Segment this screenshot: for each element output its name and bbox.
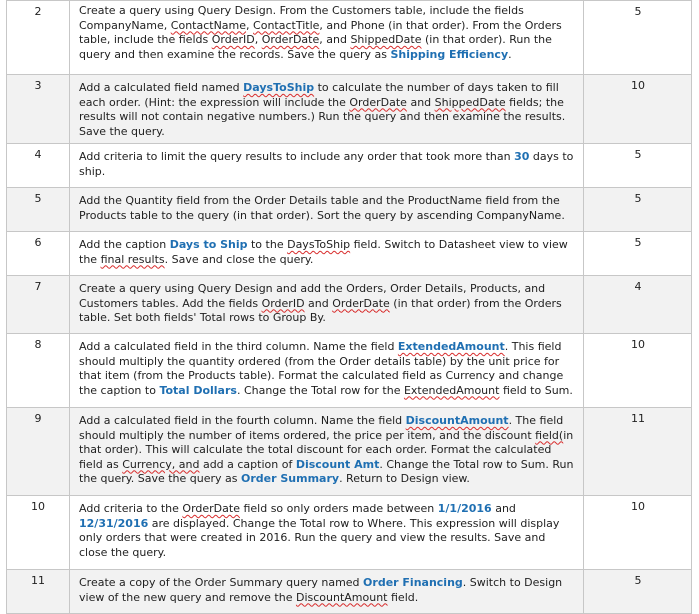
step-row [7,334,692,408]
highlighted-term: Order Financing [363,576,463,589]
spellcheck-word: DaysToShip [287,238,351,251]
step-points: 5 [584,1,692,75]
highlighted-term: DaysToShip [243,81,315,94]
spellcheck-word: final results [100,252,165,266]
instruction-text: Add criteria to the [79,502,183,515]
instruction-text: Add a calculated field in the third column. Name the field [79,340,398,353]
spellcheck-word: ShippedDate [350,33,422,46]
instruction-text: and [304,296,333,310]
spellcheck-word: field( [535,428,564,442]
instruction-text: Add a calculated field named [79,81,244,94]
highlighted-term: Total Dollars [159,383,237,397]
instruction-text: . Return to Design view. [339,472,470,485]
instruction-text: field to Sum. [499,383,573,397]
step-number: 9 [7,408,70,496]
step-row [7,1,692,75]
instruction-text: . Save and close the query. [164,252,314,266]
step-instruction [70,496,584,570]
spellcheck-word: DiscountAmount [295,590,388,604]
highlighted-term: 12/31/2016 [79,516,149,530]
step-instruction [70,334,584,408]
step-number: 6 [7,232,70,276]
highlighted-term: Order Summary [241,472,340,485]
highlighted-term: 30 [514,150,530,163]
instruction-text: to calculate the number of days taken to fill each order. (Hint: the expression will include the [79,81,559,109]
step-instruction [70,75,584,144]
instruction-text: are displayed. Change the Total row to Where. This expression will display only orders that were created in 2016. Run the query and view the results. Save and close the query. [79,516,560,559]
spellcheck-word: Currency, and [122,457,200,471]
highlighted-term: DiscountAmount [405,414,509,427]
spellcheck-word: OrderDate [332,296,390,310]
highlighted-term: Shipping Efficiency [390,47,509,61]
instruction-text: (in that order) from the Orders table. Set both fields' Total rows to Group By. [79,296,562,324]
highlighted-term: 1/1/2016 [437,502,492,515]
instruction-text: , and Phone (in that order). From the Orders table, include the fields [79,18,562,46]
step-row [7,276,692,334]
instruction-text: (in that order). Run the query and then examine the records. Save the query as [79,33,552,61]
instruction-text: Create a query using Query Design. From the Customers table, include the fields CompanyName, [79,4,524,32]
step-instruction [70,188,584,232]
step-points: 5 [584,232,692,276]
step-points: 4 [584,276,692,334]
step-number: 3 [7,75,70,144]
instruction-text: . Change the Total row to Sum. Run the query. Save the query as [79,457,574,485]
instructions-table-body [7,1,692,614]
spellcheck-word: ShippedDate [434,95,506,109]
instruction-text: fields; the results will not contain negative numbers.) Run the query and then examine the results. Save the query. [79,95,566,138]
instruction-text: field. Switch to Datasheet view to view the [79,238,568,266]
step-number: 2 [7,1,70,75]
step-row [7,188,692,232]
instruction-text: and [406,95,435,109]
spellcheck-word: OrderDate [349,95,407,109]
instruction-text: field so only orders made between [239,502,438,515]
instruction-text: . Change the Total row for the [236,383,404,397]
instruction-text: to the [247,238,288,251]
step-points: 10 [584,75,692,144]
step-number: 5 [7,188,70,232]
step-points: 5 [584,144,692,188]
step-points: 10 [584,496,692,570]
step-number: 8 [7,334,70,408]
step-instruction [70,144,584,188]
step-points: 10 [584,334,692,408]
spellcheck-word: OrderID [261,296,305,310]
step-instruction [70,232,584,276]
step-row [7,232,692,276]
spellcheck-word: OrderDate [261,33,320,46]
step-points: 5 [584,188,692,232]
highlighted-term: ExtendedAmount [397,340,505,353]
instruction-text: , [254,33,262,46]
instruction-text: Create a copy of the Order Summary query named [79,576,364,589]
step-number: 10 [7,496,70,570]
instruction-text: add a caption of [199,457,296,471]
step-instruction [70,1,584,75]
step-instruction [70,276,584,334]
instruction-text: Add the Quantity field from the Order Details table and the ProductName field from the Products table to the query (in that order). Sort the query by ascending CompanyName. [79,194,565,222]
spellcheck-word: ContactName [170,18,247,32]
step-row [7,570,692,614]
step-points: 5 [584,570,692,614]
instruction-text: . This field should multiply the quantity ordered (from the Order details table) by the unit price for that item (from the Products table). Format the calculated field as Currency and change the caption to [79,340,564,397]
spellcheck-word: OrderDate [182,502,240,515]
instruction-text: field. [387,590,419,604]
step-number: 4 [7,144,70,188]
instruction-text: Add the caption [79,238,170,251]
spellcheck-word: ExtendedAmount [403,383,500,397]
step-row [7,496,692,570]
instruction-text: Add a calculated field in the fourth column. Name the field [79,414,406,427]
instruction-text: , [246,18,254,32]
instruction-text: and [491,502,516,515]
instructions-table [6,0,692,614]
highlighted-term: Discount Amt [295,457,380,471]
instruction-text: . [508,47,512,61]
step-row [7,144,692,188]
spellcheck-word: ContactTitle [253,18,320,32]
step-row [7,408,692,496]
instruction-text: Create a query using Query Design and add the Orders, Order Details, Products, and Customers tables. Add the fields [79,282,546,310]
spellcheck-word: OrderID [211,33,255,46]
instruction-text: , and [319,33,351,46]
instruction-text: . Switch to Design view of the new query and remove the [79,576,563,604]
instruction-text: in that order). This will calculate the total discount for each order. Format the calculated field as [79,428,574,471]
step-number: 11 [7,570,70,614]
instruction-text: Add criteria to limit the query results to include any order that took more than [79,150,515,163]
step-number: 7 [7,276,70,334]
step-instruction [70,408,584,496]
step-row [7,75,692,144]
step-points: 11 [584,408,692,496]
instruction-text: days to ship. [79,150,574,178]
instruction-text: . The field should multiply the number of items ordered, the price per item, and the discount [79,414,564,442]
highlighted-term: Days to Ship [169,238,248,251]
step-instruction [70,570,584,614]
